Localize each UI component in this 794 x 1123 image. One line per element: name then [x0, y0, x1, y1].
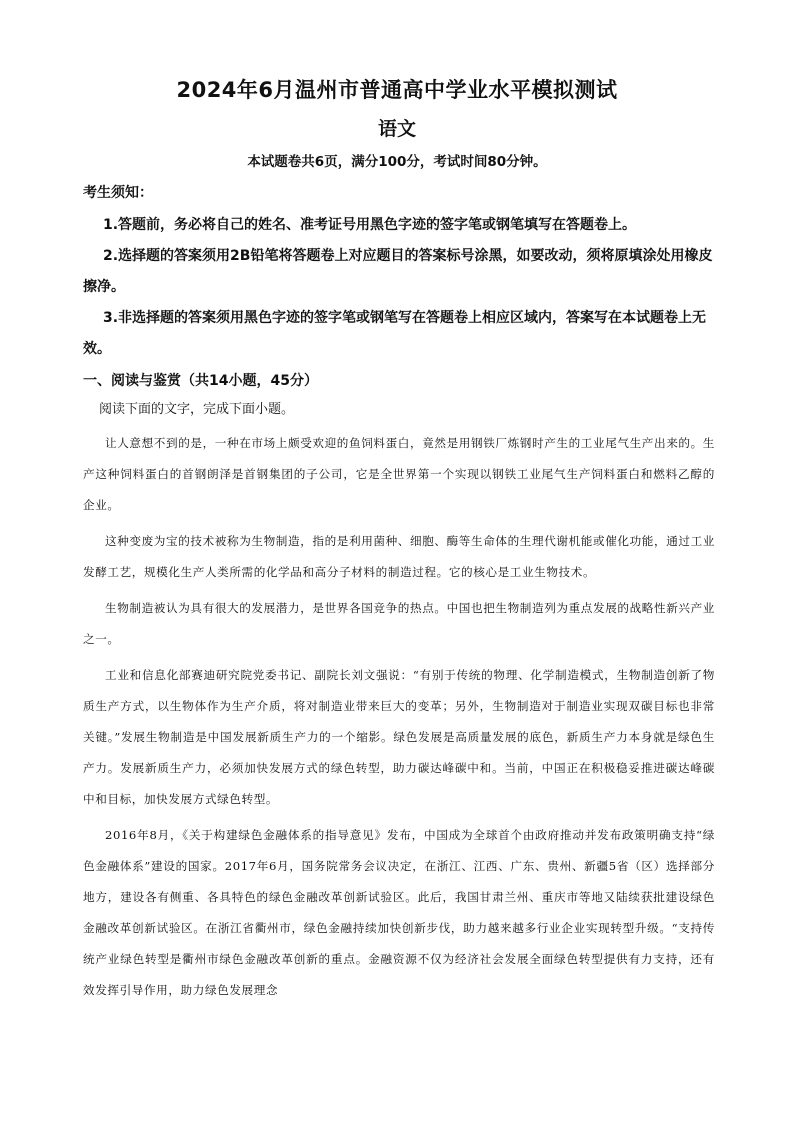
passage-paragraph: 生物制造被认为具有很大的发展潜力，是世界各国竞争的热点。中国也把生物制造列为重点发展的战略性新兴产业之一。 — [83, 601, 715, 646]
section-heading: 一、阅读与鉴赏（共14小题，45分） — [83, 373, 318, 389]
notice-item: 1.答题前，务必将自己的姓名、准考证号用黑色字迹的签字笔或钢笔填写在答题卷上。 — [103, 217, 637, 233]
exam-info: 本试题卷共6页，满分100分，考试时间80分钟。 — [247, 154, 547, 170]
exam-subject: 语文 — [377, 118, 416, 140]
notice-item: 2.选择题的答案须用2B铅笔将答题卷上对应题目的答案标号涂黑，如要改动，须将原填涂处用橡皮擦净。 — [83, 248, 713, 295]
passage-paragraph: 这种变废为宝的技术被称为生物制造，指的是利用菌种、细胞、酶等生命体的生理代谢机能或催化功能，通过工业发酵工艺，规模化生产人类所需的化学品和高分子材料的制造过程。它的核心是工业生物技术。 — [83, 534, 715, 579]
notice-item: 3.非选择题的答案须用黑色字迹的签字笔或钢笔写在答题卷上相应区域内，答案写在本试题卷上无效。 — [83, 310, 707, 357]
notice-heading: 考生须知： — [83, 185, 153, 201]
notice-list — [83, 210, 715, 365]
passage-paragraph: 工业和信息化部赛迪研究院党委书记、副院长刘文强说：“有别于传统的物理、化学制造模式，生物制造创新了物质生产方式，以生物体作为生产介质，将对制造业带来巨大的变革；另外，生物制造对于制造业实现双碳目标也非常关键。”发展生物制造是中国发展新质生产力的一个缩影。绿色发展是高质量发展的底色，新质生产力本身就是绿色生产力。发展新质生产力，必须加快发展方式的绿色转型，助力碳达峰碳中和。当前，中国正在积极稳妥推进碳达峰碳中和目标，加快发展方式绿色转型。 — [83, 668, 715, 806]
exam-title: 2024年6月温州市普通高中学业水平模拟测试 — [176, 78, 618, 102]
reading-passage — [83, 428, 715, 1011]
section-instruction: 阅读下面的文字，完成下面小题。 — [99, 402, 295, 417]
passage-paragraph: 2016年8月，《关于构建绿色金融体系的指导意见》发布，中国成为全球首个由政府推动并发布政策明确支持“绿色金融体系”建设的国家。2017年6月，国务院常务会议决定，在浙江、江西、广东、贵州、新疆5省（区）选择部分地方，建设各有侧重、各具特色的绿色金融改革创新试验区。此后，我国甘肃兰州、重庆市等地又陆续获批建设绿色金融改革创新试验区。在浙江省衢州市，绿色金融持续加快创新步伐，助力越来越多行业企业实现转型升级。“支持传统产业绿色转型是衢州市绿色金融改革创新的重点。金融资源不仅为经济社会发展全面绿色转型提供有力支持，还有效发挥引导作用，助力绿色发展理念 — [83, 828, 715, 997]
passage-paragraph: 让人意想不到的是，一种在市场上颇受欢迎的鱼饲料蛋白，竟然是用钢铁厂炼钢时产生的工业尾气生产出来的。生产这种饲料蛋白的首钢朗泽是首钢集团的子公司，它是全世界第一个实现以钢铁工业尾气生产饲料蛋白和燃料乙醇的企业。 — [83, 436, 715, 512]
